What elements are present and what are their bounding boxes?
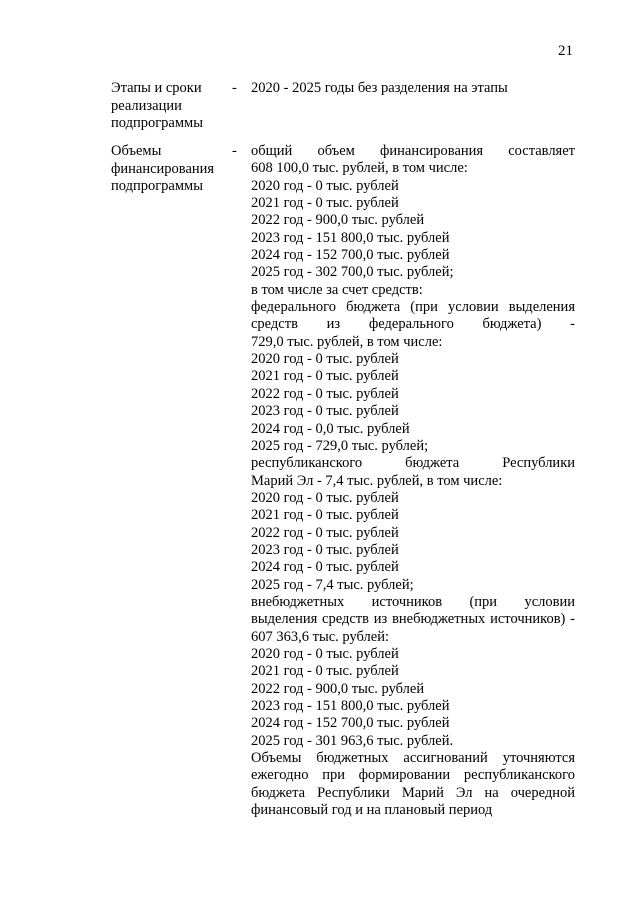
body-line: 2020 год - 0 тыс. рублей xyxy=(251,489,399,506)
body-line: бюджета Республики Марий Эл на очередной xyxy=(251,784,575,801)
body-line: 2022 год - 900,0 тыс. рублей xyxy=(251,680,425,697)
body-line: 607 363,6 тыс. рублей: xyxy=(251,628,389,645)
body-line: 2021 год - 0 тыс. рублей xyxy=(251,368,399,385)
body-line: 2025 год - 7,4 тыс. рублей; xyxy=(251,576,414,593)
body-line: 2024 год - 0,0 тыс. рублей xyxy=(251,420,410,437)
body-line: ежегодно при формировании республиканского xyxy=(251,767,575,784)
body-line: 2023 год - 0 тыс. рублей xyxy=(251,403,399,420)
row-dash: - xyxy=(232,143,237,159)
body-line: 2020 год - 0 тыс. рублей xyxy=(251,645,399,662)
body-line: 2020 год - 0 тыс. рублей xyxy=(251,177,399,194)
row-dash: - xyxy=(232,80,237,96)
body-line: 2025 год - 302 700,0 тыс. рублей; xyxy=(251,264,454,281)
row-body xyxy=(251,80,575,97)
row-label xyxy=(111,143,231,196)
row-label-line: подпрограммы xyxy=(111,115,203,131)
row-label-line: подпрограммы xyxy=(111,178,203,194)
body-line: 2024 год - 0 тыс. рублей xyxy=(251,559,399,576)
body-line: 608 100,0 тыс. рублей, в том числе: xyxy=(251,160,468,177)
body-line: общий объем финансирования составляет xyxy=(251,143,575,159)
row-label-line: Этапы и сроки xyxy=(111,80,202,96)
body-line: 2021 год - 0 тыс. рублей xyxy=(251,507,399,524)
row-label-line: финансирования xyxy=(111,160,215,177)
body-line: 2023 год - 0 тыс. рублей xyxy=(251,541,399,558)
body-line: выделения средств из внебюджетных источников) - xyxy=(251,611,575,628)
page-number: 21 xyxy=(558,43,573,59)
body-line: 2022 год - 900,0 тыс. рублей xyxy=(251,212,425,229)
body-line: 2022 год - 0 тыс. рублей xyxy=(251,385,399,402)
body-line: 2023 год - 151 800,0 тыс. рублей xyxy=(251,698,450,714)
body-line: 2022 год - 0 тыс. рублей xyxy=(251,524,399,541)
body-line: 2025 год - 729,0 тыс. рублей; xyxy=(251,437,429,454)
body-line: федерального бюджета (при условии выделения xyxy=(251,299,575,316)
body-line: республиканского бюджета Республики xyxy=(251,455,575,472)
body-line: в том числе за счет средств: xyxy=(251,281,423,298)
row-label-line: Объемы xyxy=(111,143,162,159)
body-line: 2021 год - 0 тыс. рублей xyxy=(251,195,399,212)
body-line: Марий Эл - 7,4 тыс. рублей, в том числе: xyxy=(251,472,503,489)
body-line: внебюджетных источников (при условии xyxy=(251,593,575,610)
body-line: 2024 год - 152 700,0 тыс. рублей xyxy=(251,715,450,732)
body-line: Объемы бюджетных ассигнований уточняются xyxy=(251,750,575,767)
body-line: 2021 год - 0 тыс. рублей xyxy=(251,663,399,680)
body-line: 2020 - 2025 годы без разделения на этапы xyxy=(251,80,508,96)
body-line: финансовый год и на плановый период xyxy=(251,802,493,819)
body-line: 2024 год - 152 700,0 тыс. рублей xyxy=(251,247,450,264)
row-label-line: реализации xyxy=(111,97,182,114)
row-label xyxy=(111,80,231,133)
row-body xyxy=(251,143,575,819)
body-line: средств из федерального бюджета) - xyxy=(251,316,575,333)
body-line: 2020 год - 0 тыс. рублей xyxy=(251,351,399,368)
body-line: 2025 год - 301 963,6 тыс. рублей. xyxy=(251,732,454,749)
body-line: 2023 год - 151 800,0 тыс. рублей xyxy=(251,229,450,246)
body-line: 729,0 тыс. рублей, в том числе: xyxy=(251,333,443,350)
